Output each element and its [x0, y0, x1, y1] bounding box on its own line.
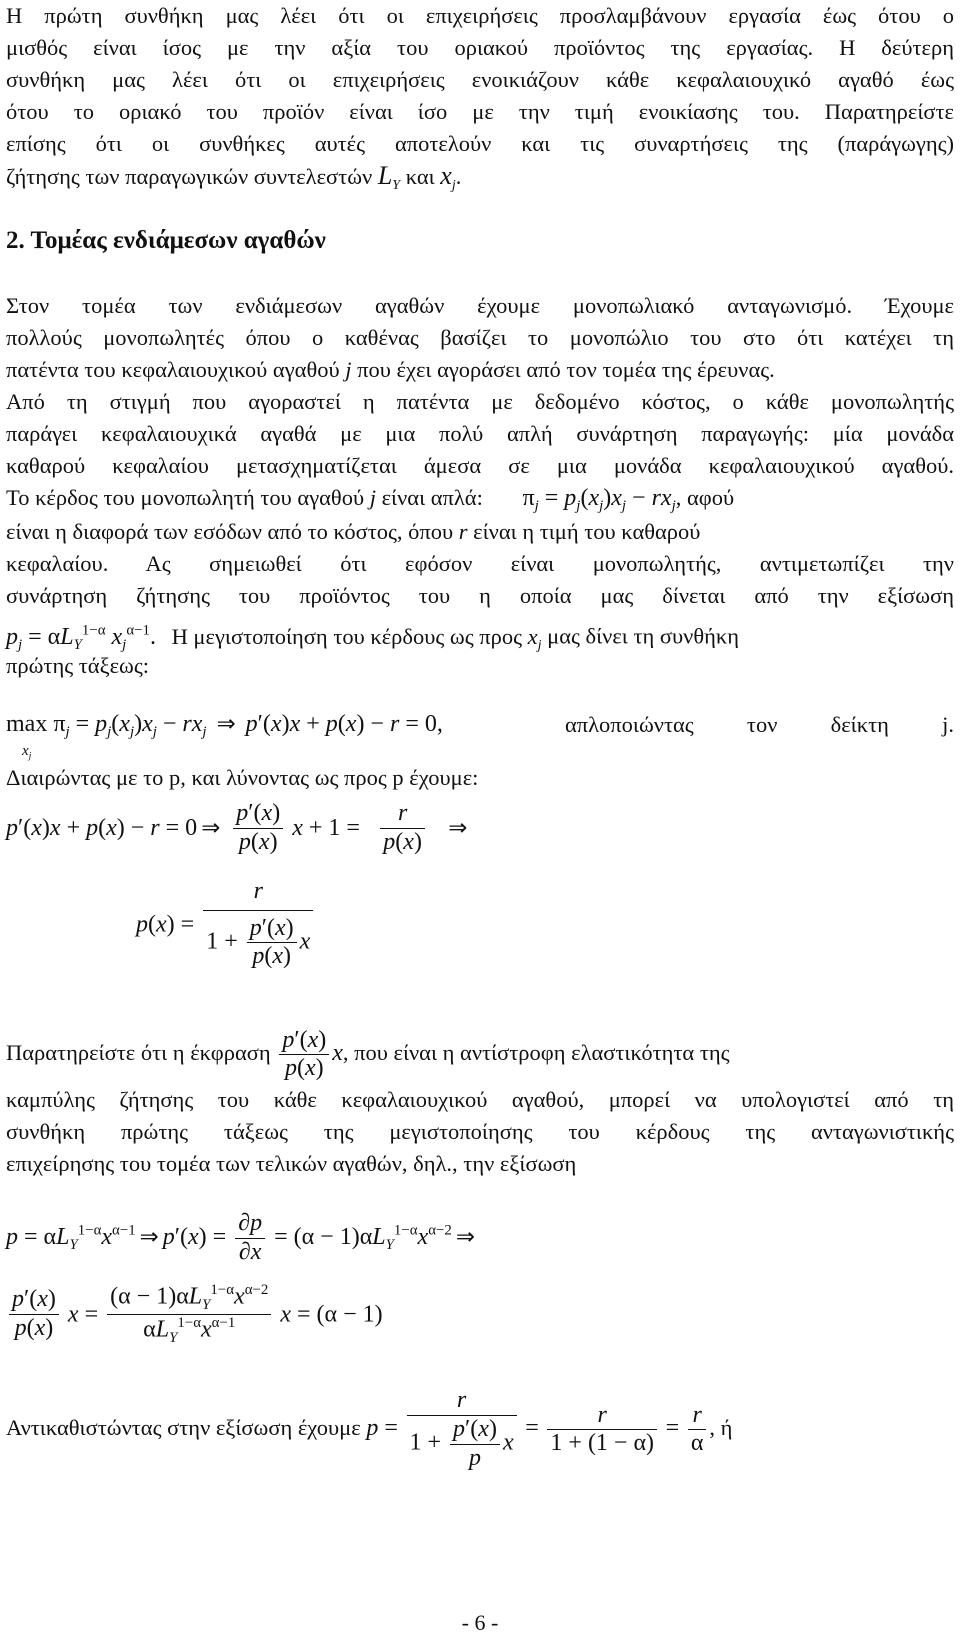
para2-line-3	[6, 354, 954, 386]
profit-after: , αφού	[675, 485, 735, 510]
derivation-eq-4: $\frac{p'(x)}{p(x)}$ x = $\frac{(\alpha - 1)\alpha L_Y^{1-\alpha}x^{\alpha-2}}{\alpha L_Y^{1-\alpha}x^{\alpha-1}}$ x = (α − 1)	[6, 1282, 383, 1347]
profit-middle: είναι απλά:	[381, 485, 483, 510]
para1-line-5: επίσης ότι οι συνθήκες αυτές αποτελούν και τις συναρτήσεις της (παράγωγης)	[6, 131, 954, 156]
para1-line-2: μισθός είναι ίσος με την αξία του οριακού προϊόντος της εργασίας. Η δεύτερη	[6, 35, 954, 60]
para2-line-4: Από τη στιγμή που αγοραστεί η πατέντα με δεδομένο κόστος, ο κάθε μονοπωλητής	[6, 389, 954, 414]
demand-middle: Η μεγιστοποίηση του κέρδους ως προς	[171, 623, 523, 649]
para2-line-1: Στον τομέα των ενδιάμεσων αγαθών έχουμε μονοπωλιακό ανταγωνισμό. Έχουμε	[6, 293, 954, 318]
divide-line: Διαιρώντας με το p, και λύνοντας ως προς p έχουμε:	[6, 765, 479, 790]
profit-j: j	[369, 485, 376, 510]
para1-and: και	[405, 164, 435, 189]
para1-line-1: Η πρώτη συνθήκη μας λέει ότι οι επιχειρήσεις προσλαμβάνουν εργασία έως ότου ο	[6, 3, 954, 28]
para2-l3-j: j	[345, 357, 352, 382]
substitute-before: Αντικαθιστώντας στην εξίσωση έχουμε	[6, 1415, 361, 1440]
substitute-line: Αντικαθιστώντας στην εξίσωση έχουμε p = r 1 + $\frac{p'(x)}{p}$ x = $\frac{r}{1 + (1 - \alpha)}$ = $\frac{r}{\alpha}$ , ή	[6, 1387, 733, 1471]
para3-l1-r: r	[458, 519, 468, 544]
para4-line-3: επιχείρησης του τομέα των τελικών αγαθών, δηλ., την εξίσωση	[6, 1151, 577, 1176]
observe-line: Παρατηρείστε ότι η έκφραση $\frac{p'(x)}{p(x)}$ x, που είναι η αντίστροφη ελαστικότητα της	[6, 1026, 730, 1082]
para2-line-5: παράγει κεφαλαιουχικά αγαθά με μια πολύ απλή συνάρτηση παραγωγής: μία μονάδα	[6, 421, 954, 446]
para1-line-3: συνθήκη μας λέει ότι οι επιχειρήσεις ενοικιάζουν κάθε κεφαλαιουχικό αγαθό έως	[6, 67, 954, 92]
para2-l3-after: που έχει αγοράσει από τον τομέα της έρευνας.	[357, 357, 775, 382]
observe-before: Παρατηρείστε ότι η έκφραση	[6, 1040, 271, 1065]
max-equation: max $x_j$ $\pi_j = p_j(x_j)x_j - rx_j$ ⇒ p′(x)x + p(x) − r = 0,	[6, 711, 443, 762]
para4-line-2: συνθήκη πρώτης τάξεως της μεγιστοποίησης του κέρδους της ανταγωνιστικής	[6, 1119, 954, 1144]
derivation-eq-2: p(x) = r 1 + $\frac{p'(x)}{p(x)}$ x	[136, 878, 316, 971]
derivation-eq-1: p′(x)x + p(x) − r = 0 ⇒ $\frac{p'(x)}{p(x)}$ x + 1 = $\frac{r}{p(x)}$ ⇒	[6, 800, 468, 855]
para2-l3-before: πατέντα του κεφαλαιουχικού αγαθού	[6, 357, 340, 382]
para4-line-1: καμπύλης ζήτησης του κάθε κεφαλαιουχικού αγαθού, μπορεί να υπολογιστεί από τη	[6, 1087, 954, 1112]
para2-line-6: καθαρού κεφαλαίου μετασχηματίζεται άμεσα σε μια μονάδα κεφαλαιουχικού αγαθού.	[6, 453, 954, 478]
var-xj: $x_j$	[440, 161, 456, 193]
page-number: - 6 -	[461, 1610, 499, 1635]
section-heading: 2. Τομέας ενδιάμεσων αγαθών	[6, 227, 326, 254]
demand-after: μας δίνει τη συνθήκη	[547, 623, 740, 649]
demand-xj: $x_j$	[527, 623, 542, 653]
para3-line-2: κεφαλαίου. Ας σημειωθεί ότι εφόσον είναι μονοπωλητής, αντιμετωπίζει την	[6, 551, 954, 576]
profit-before: Το κέρδος του μονοπωλητή του αγαθού	[6, 485, 365, 510]
first-order-line: πρώτης τάξεως:	[6, 653, 150, 678]
para2-line-2: πολλούς μονοπωλητές όπου ο καθένας βασίζει το μονοπώλιο του στο ότι κατέχει τη	[6, 325, 954, 350]
para3-line-3: συνάρτηση ζήτησης του προϊόντος του η οποία μας δίνεται από την εξίσωση	[6, 583, 954, 608]
var-LY: $L_Y$	[377, 161, 401, 193]
derivation-eq-3: $p = \alpha L_Y^{1-\alpha}x^{\alpha-1}$ ⇒ p′(x) = $\frac{\partial p}{\partial x}$ = $(\alpha - 1)\alpha L_Y^{1-\alpha}x^{\alpha-2}$ ⇒	[6, 1210, 475, 1265]
profit-equation: $\pi_j = p_j(x_j)x_j - rx_j$	[522, 485, 676, 515]
observe-after: , που είναι η αντίστροφη ελαστικότητα της	[342, 1040, 730, 1065]
para1-last-text: ζήτησης των παραγωγικών συντελεστών	[6, 164, 373, 189]
para3-line-1	[6, 516, 954, 548]
para3-l1-after: είναι η τιμή του καθαρού	[473, 519, 701, 544]
demand-equation: $p_j = \alpha L_Y^{1-\alpha}$ $x_j^{\alpha-1}$.	[6, 622, 156, 653]
para1-line-4: ότου το οριακό του προϊόν είναι ίσο με την τιμή ενοικίασης του. Παρατηρείστε	[6, 99, 954, 124]
substitute-after: , ή	[709, 1415, 733, 1440]
para3-l1-before: είναι η διαφορά των εσόδων από το κόστος, όπου	[6, 519, 454, 544]
para1-line-6: ζήτησης των παραγωγικών συντελεστών $L_Y$ και $x_j$.	[6, 161, 462, 193]
simplify-text: απλοποιώντας τον δείκτη j.	[565, 712, 954, 737]
